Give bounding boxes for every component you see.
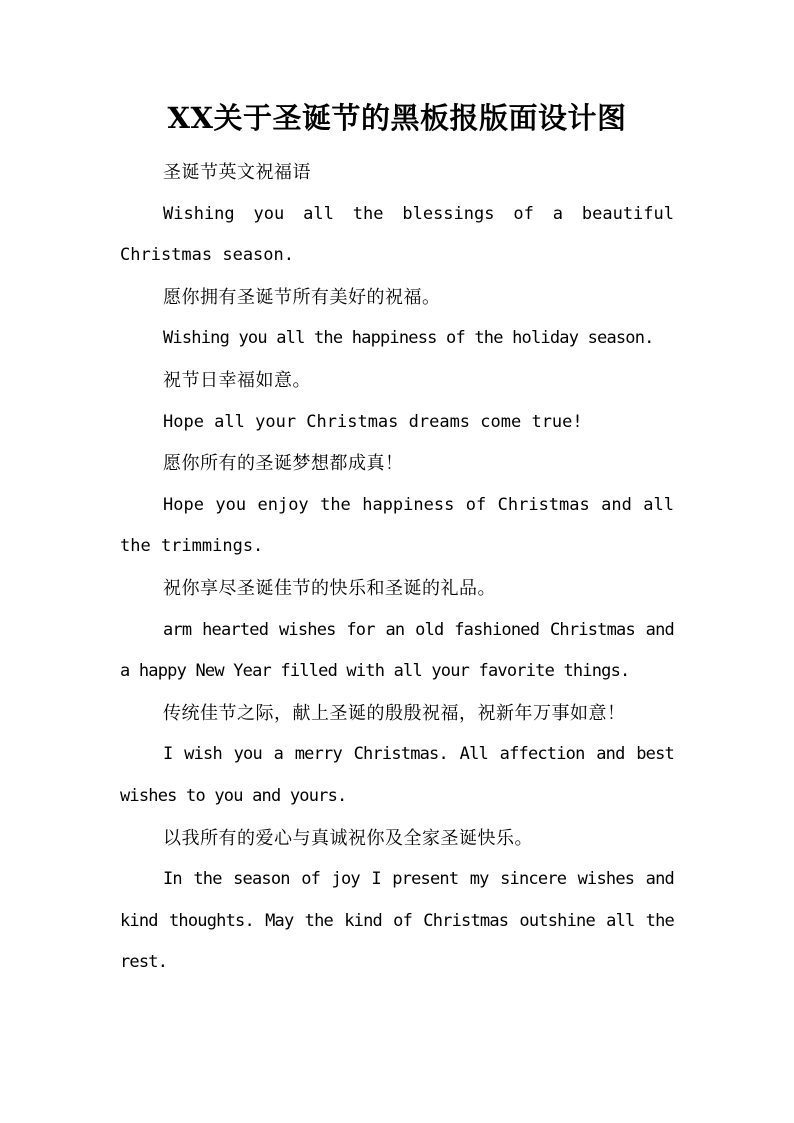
english-greeting: Hope all your Christmas dreams come true! <box>163 411 583 432</box>
chinese-translation: 传统佳节之际，献上圣诞的殷殷祝福，祝新年万事如意！ <box>163 702 626 724</box>
chinese-translation: 祝你享尽圣诞佳节的快乐和圣诞的礼品。 <box>163 577 496 599</box>
chinese-translation: 祝节日幸福如意。 <box>163 369 311 391</box>
chinese-translation: 以我所有的爱心与真诚祝你及全家圣诞快乐。 <box>163 827 533 849</box>
chinese-translation: 愿你拥有圣诞节所有美好的祝福。 <box>163 286 441 308</box>
document-title: XX关于圣诞节的黑板报版面设计图 <box>167 101 627 135</box>
english-greeting: Wishing you all the happiness of the holiday season. <box>163 328 654 349</box>
english-greeting: In the season of joy I present my sincere wishes and kind thoughts. May the kind of Christmas outshine all the rest. <box>120 869 674 973</box>
section-heading: 圣诞节英文祝福语 <box>163 162 311 183</box>
chinese-translation: 愿你所有的圣诞梦想都成真！ <box>163 453 404 475</box>
document-body <box>120 152 674 984</box>
english-greeting: Hope you enjoy the happiness of Christmas and all the trimmings. <box>120 494 674 557</box>
english-greeting: Wishing you all the blessings of a beautiful Christmas season. <box>120 203 674 266</box>
english-greeting: arm hearted wishes for an old fashioned Christmas and a happy New Year filled with all your favorite things. <box>120 619 674 682</box>
english-greeting: I wish you a merry Christmas. All affection and best wishes to you and yours. <box>120 744 674 806</box>
